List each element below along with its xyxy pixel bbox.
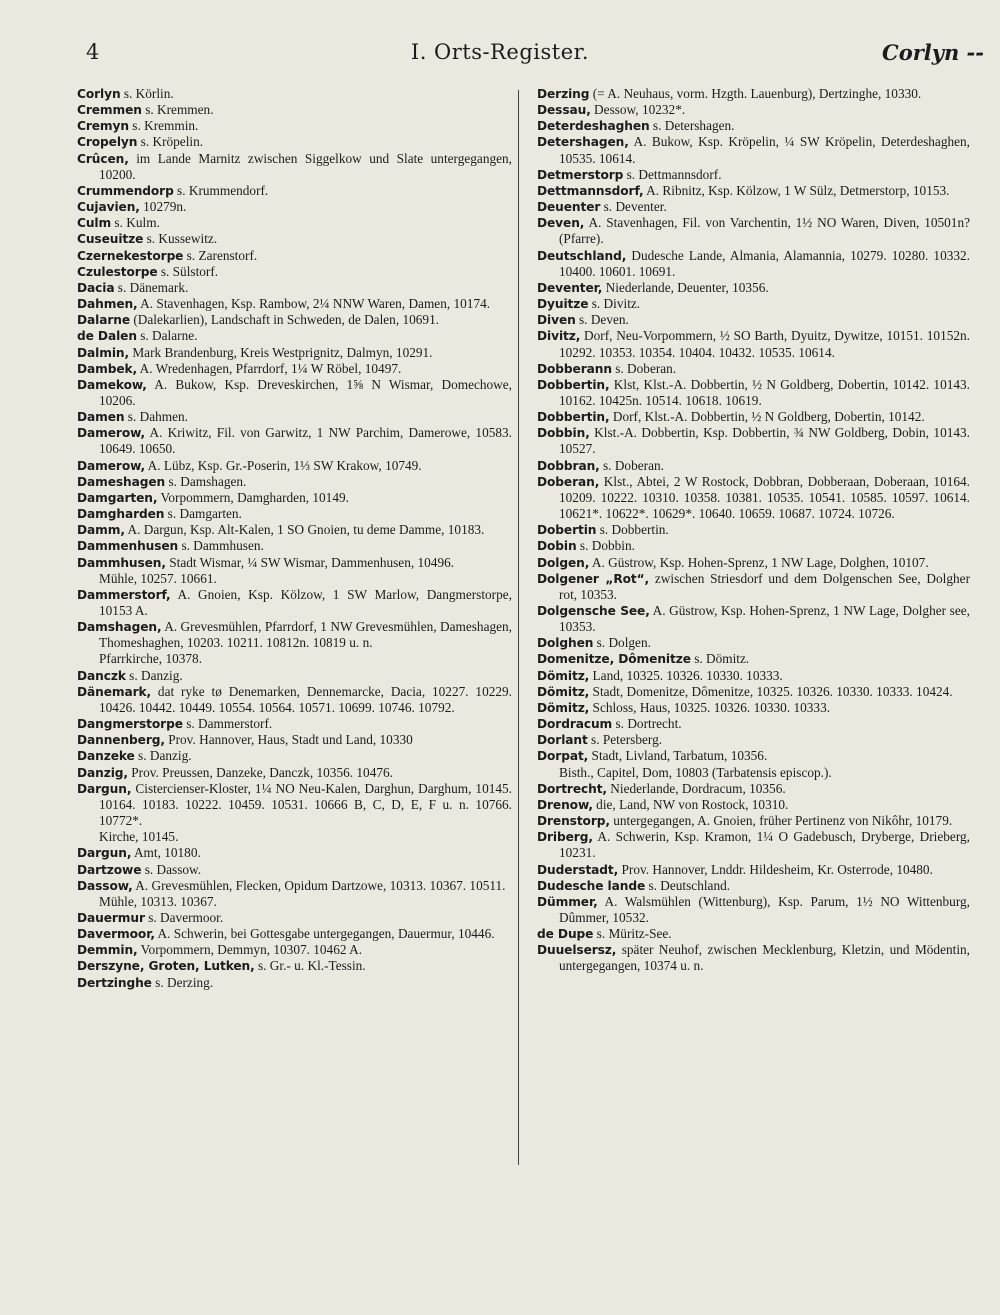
register-entry (77, 183, 512, 199)
entry-headword: Damerow, (77, 458, 145, 473)
register-entry (537, 700, 970, 716)
register-entry (537, 571, 970, 603)
register-entry (77, 312, 512, 328)
entry-text: s. Dammerstorf. (182, 716, 273, 732)
entry-headword: Culm (77, 216, 112, 231)
entry-headword: Danczk (77, 668, 126, 683)
register-entry (537, 781, 970, 797)
entry-text: s. Dammhusen. (178, 538, 264, 554)
entry-headword: Dolghen (537, 636, 594, 651)
entry-headword: Dobberann (537, 361, 612, 376)
register-entry (77, 748, 512, 764)
register-entry (537, 684, 970, 700)
register-entry (77, 716, 512, 732)
entry-text: s. Zarenstorf. (183, 247, 258, 263)
register-entry (77, 361, 512, 377)
entry-text: A. Lübz, Ksp. Gr.-Poserin, 1⅓ SW Krakow, 10749. (145, 457, 422, 473)
entry-headword: Cuseuitze (77, 232, 144, 247)
entry-headword: Dobbran, (537, 458, 600, 473)
entry-headword: Damshagen, (77, 620, 162, 635)
entry-headword: Dammhusen, (77, 555, 166, 570)
register-entry (537, 86, 970, 102)
entry-text: später Neuhof, zwischen Mecklenburg, Kletzin, und Mödentin, untergegangen, 10374 u. n. (559, 942, 970, 974)
entry-headword: Damgarten, (77, 490, 158, 505)
register-entry (77, 264, 512, 280)
register-entry (537, 296, 970, 312)
register-entry (77, 522, 512, 538)
entry-text: s. Kremmen. (141, 102, 214, 118)
entry-headword: Derszyne, Groten, Lutken, (77, 959, 255, 974)
entry-text: s. Gr.- u. Kl.-Tessin. (254, 958, 366, 974)
entry-headword: Deuenter (537, 200, 601, 215)
entry-text: s. Dortrecht. (612, 716, 682, 732)
entry-headword: Detmerstorp (537, 167, 624, 182)
entry-headword: Damm, (77, 523, 125, 538)
register-entry (77, 151, 512, 183)
entry-text: Kirche, 10145. (99, 829, 179, 845)
entry-text: Klst, Klst.-A. Dobbertin, ½ N Goldberg, Dobertin, 10142. 10143. 10162. 10425n. 10514. 10618. 10619. (559, 376, 970, 408)
entry-headword: Duuelsersz, (537, 943, 617, 958)
register-entry (77, 587, 512, 619)
entry-text: Land, 10325. 10326. 10330. 10333. (589, 667, 783, 683)
register-entry (537, 118, 970, 134)
entry-headword: Crûcen, (77, 151, 129, 166)
entry-headword: Dahmen, (77, 297, 138, 312)
entry-headword: Danzig, (77, 765, 128, 780)
entry-text: s. Kröpelin. (137, 134, 204, 150)
entry-text: s. Kremmin. (128, 118, 199, 134)
entry-text: Pfarrkirche, 10378. (99, 651, 203, 667)
entry-text: s. Deven. (575, 312, 629, 328)
entry-text: Schloss, Haus, 10325. 10326. 10330. 10333. (589, 699, 831, 715)
entry-headword: Dauermur (77, 910, 145, 925)
register-entry (77, 538, 512, 554)
entry-headword: Dassow, (77, 878, 133, 893)
register-entry (77, 781, 512, 829)
entry-headword: Dudesche lande (537, 878, 646, 893)
entry-headword: Dobbertin, (537, 410, 610, 425)
entry-headword: Dambek, (77, 361, 138, 376)
register-entry (77, 829, 512, 845)
entry-headword: Davermoor, (77, 927, 155, 942)
entry-headword: Dameshagen (77, 474, 166, 489)
entry-headword: Dangmerstorpe (77, 717, 183, 732)
register-entry (537, 829, 970, 861)
entry-headword: Divitz, (537, 329, 581, 344)
register-entry (537, 102, 970, 118)
register-entry (77, 555, 512, 571)
register-entry (537, 474, 970, 522)
entry-headword: Dümmer, (537, 894, 598, 909)
register-entry (537, 538, 970, 554)
page-header (0, 40, 1000, 74)
page-title: I. Orts-Register. (410, 40, 590, 64)
entry-text: s. Doberan. (611, 360, 677, 376)
entry-headword: Dyuitze (537, 297, 589, 312)
register-entry (537, 651, 970, 667)
entry-headword: Dettmannsdorf, (537, 183, 644, 198)
entry-text: s. Dassow. (141, 861, 202, 877)
register-entry (77, 942, 512, 958)
entry-headword: Dobertin (537, 523, 597, 538)
register-entry (537, 425, 970, 457)
entry-text: Dorf, Klst.-A. Dobbertin, ½ N Goldberg, Dobertin, 10142. (609, 409, 925, 425)
entry-headword: Damen (77, 410, 125, 425)
register-entry (77, 458, 512, 474)
entry-headword: Duderstadt, (537, 862, 619, 877)
entry-text: A. Bukow, Ksp. Kröpelin, ¼ SW Kröpelin, Deterdeshaghen, 10535. 10614. (559, 134, 970, 166)
register-entry (537, 328, 970, 360)
entry-headword: Derzing (537, 87, 590, 101)
register-entry (77, 732, 512, 748)
entry-headword: Deutschland, (537, 248, 627, 263)
register-entry (537, 894, 970, 926)
register-entry (77, 409, 512, 425)
entry-text: Dessow, 10232*. (590, 102, 686, 118)
register-entry (77, 199, 512, 215)
entry-text: s. Kussewitz. (143, 231, 218, 247)
entry-headword: Deventer, (537, 280, 603, 295)
entry-headword: Danzeke (77, 749, 135, 764)
entry-headword: Damgharden (77, 507, 165, 522)
register-entry (77, 958, 512, 974)
entry-text: Stadt, Livland, Tarbatum, 10356. (588, 748, 768, 764)
register-entry (77, 926, 512, 942)
register-entry (537, 377, 970, 409)
register-entry (77, 975, 512, 991)
right-column (537, 86, 970, 975)
register-entry (537, 215, 970, 247)
entry-headword: Dolgener „Rot“, (537, 571, 650, 586)
entry-text: s. Danzig. (134, 748, 192, 764)
entry-headword: Cropelyn (77, 135, 138, 150)
entry-text: Dudesche Lande, Almania, Alamannia, 10279. 10280. 10332. 10400. 10601. 10691. (559, 247, 970, 279)
entry-headword: Dänemark, (77, 684, 152, 699)
entry-headword: Dorpat, (537, 749, 589, 764)
entry-headword: Dobbertin, (537, 377, 610, 392)
register-entry (77, 878, 512, 894)
register-entry (77, 651, 512, 667)
entry-headword: Detershagen, (537, 135, 629, 150)
entry-headword: Crummendorp (77, 183, 174, 198)
entry-text: A. Stavenhagen, Fil. von Varchentin, 1½ NO Waren, Diven, 10501n? (Pfarre). (559, 215, 970, 247)
register-entry (537, 878, 970, 894)
entry-text: Niederlande, Deuenter, 10356. (602, 279, 769, 295)
page-number: 4 (86, 40, 100, 64)
entry-headword: Dessau, (537, 103, 591, 118)
entry-headword: Dargun, (77, 781, 132, 796)
entry-text: im Lande Marnitz zwischen Siggelkow und Slate untergegangen, 10200. (99, 150, 512, 182)
entry-headword: Czulestorpe (77, 264, 158, 279)
register-entry (77, 296, 512, 312)
entry-headword: Dannenberg, (77, 733, 165, 748)
register-entry (77, 619, 512, 651)
entry-text: Stadt Wismar, ¼ SW Wismar, Dammenhusen, 10496. (165, 554, 455, 570)
register-entry (77, 86, 512, 102)
entry-text: s. Deventer. (600, 199, 667, 215)
register-entry (77, 248, 512, 264)
register-entry (77, 425, 512, 457)
entry-text: s. Müritz-See. (593, 926, 672, 942)
entry-text: s. Dahmen. (124, 409, 189, 425)
entry-text: s. Kulm. (111, 215, 160, 231)
entry-text: s. Divitz. (588, 296, 641, 312)
entry-text: Cistercienser-Kloster, 1¼ NO Neu-Kalen, Darghun, Darghum, 10145. 10164. 10183. 10222. 10459. 10531. 10666 B, C, D, E, F u. n. 10766. 10772*. (99, 780, 512, 829)
entry-text: (= A. Neuhaus, vorm. Hzgth. Lauenburg), Dertzinghe, 10330. (589, 86, 922, 101)
entry-text: A. Bukow, Ksp. Dreveskirchen, 1⅝ N Wismar, Domechowe, 10206. (99, 376, 512, 408)
register-entry (537, 280, 970, 296)
entry-text: s. Danzig. (125, 667, 183, 683)
entry-text: A. Grevesmühlen, Pfarrdorf, 1 NW Grevesmühlen, Dameshagen, Thomeshaghen, 10203. 10211. 10812n. 10819 u. n. (99, 619, 512, 651)
entry-headword: Dorlant (537, 733, 588, 748)
entry-text: dat ryke tø Denemarken, Dennemarcke, Dacia, 10227. 10229. 10426. 10442. 10449. 10554. 10564. 10571. 10699. 10746. 10792. (99, 683, 512, 715)
entry-text: Bisth., Capitel, Dom, 10803 (Tarbatensis episcop.). (559, 764, 832, 780)
entry-headword: Dertzinghe (77, 975, 152, 990)
register-entry (77, 490, 512, 506)
register-entry (77, 571, 512, 587)
entry-text: A. Kriwitz, Fil. von Garwitz, 1 NW Parchim, Damerowe, 10583. 10649. 10650. (99, 425, 512, 457)
entry-headword: Czernekestorpe (77, 248, 184, 263)
register-entry (537, 603, 970, 635)
register-entry (77, 280, 512, 296)
entry-text: A. Güstrow, Ksp. Hohen-Sprenz, 1 NW Lage, Dolgher see, 10353. (559, 603, 970, 635)
register-entry (77, 231, 512, 247)
register-entry (77, 215, 512, 231)
entry-text: s. Davermoor. (144, 909, 224, 925)
entry-headword: Dargun, (77, 846, 132, 861)
entry-text: s. Damgarten. (164, 506, 242, 522)
entry-text: 10279n. (139, 199, 187, 215)
entry-text: s. Damshagen. (165, 473, 247, 489)
entry-headword: Damekow, (77, 377, 147, 392)
entry-text: Prov. Hannover, Haus, Stadt und Land, 10330 (164, 732, 413, 748)
entry-text: A. Gnoien, Ksp. Kölzow, 1 SW Marlow, Dangmerstorpe, 10153 A. (99, 586, 512, 618)
entry-text: s. Dolgen. (593, 635, 651, 651)
entry-headword: Dömitz, (537, 668, 590, 683)
entry-text: s. Körlin. (120, 86, 174, 101)
register-entry (77, 118, 512, 134)
register-entry (537, 409, 970, 425)
entry-headword: Dobin (537, 539, 577, 554)
register-entry (537, 748, 970, 764)
register-entry (537, 765, 970, 781)
register-entry (537, 555, 970, 571)
entry-text: A. Walsmühlen (Wittenburg), Ksp. Parum, 1½ NO Wittenburg, Dûmmer, 10532. (559, 893, 970, 925)
entry-headword: Dolgensche See, (537, 604, 650, 618)
entry-text: s. Detershagen. (649, 118, 735, 134)
entry-headword: Dammenhusen (77, 539, 179, 554)
column-divider (518, 90, 519, 1165)
register-entry (77, 910, 512, 926)
entry-text: s. Dänemark. (114, 279, 189, 295)
entry-text: zwischen Striesdorf und dem Dolgenschen See, Dolgher rot, 10353. (559, 570, 970, 602)
register-entry (537, 926, 970, 942)
entry-headword: Diven (537, 313, 576, 328)
register-entry (77, 345, 512, 361)
entry-headword: de Dupe (537, 927, 594, 942)
entry-text: untergegangen, A. Gnoien, früher Pertinenz von Nikôhr, 10179. (609, 813, 953, 829)
entry-text: A. Schwerin, Ksp. Kramon, 1¼ O Gadebusch, Dryberge, Drieberg, 10231. (559, 829, 970, 861)
register-entry (537, 635, 970, 651)
entry-text: Prov. Preussen, Danzeke, Danczk, 10356. 10476. (127, 764, 393, 780)
register-entry (77, 134, 512, 150)
entry-text: A. Grevesmühlen, Flecken, Opidum Dartzowe, 10313. 10367. 10511. (132, 877, 506, 893)
entry-text: s. Petersberg. (587, 732, 663, 748)
entry-text: Stadt, Domenitze, Dômenitze, 10325. 10326. 10330. 10333. 10424. (589, 683, 953, 699)
entry-text: A. Schwerin, bei Gottesgabe untergegangen, Dauermur, 10446. (154, 926, 495, 942)
register-entry (537, 458, 970, 474)
register-entry (537, 167, 970, 183)
register-entry (77, 328, 512, 344)
entry-text: Dorf, Neu-Vorpommern, ½ SO Barth, Dyuitz, Dywitze, 10151. 10152n. 10292. 10353. 10354. 10404. 10432. 10535. 10614. (559, 328, 970, 360)
entry-text: A. Güstrow, Ksp. Hohen-Sprenz, 1 NW Lage, Dolghen, 10107. (589, 554, 929, 570)
register-entry (537, 862, 970, 878)
entry-headword: Demmin, (77, 943, 138, 958)
entry-text: A. Ribnitz, Ksp. Kölzow, 1 W Sülz, Detmerstorp, 10153. (643, 182, 950, 198)
entry-text: Mühle, 10257. 10661. (99, 570, 217, 586)
entry-text: Niederlande, Dordracum, 10356. (606, 780, 786, 796)
register-entry (77, 684, 512, 716)
register-entry (537, 199, 970, 215)
register-entry (537, 312, 970, 328)
entry-text: die, Land, NW von Rostock, 10310. (592, 796, 789, 812)
entry-text: s. Dobbertin. (596, 522, 669, 538)
entry-headword: Dalmin, (77, 345, 130, 360)
entry-text: s. Krummendorf. (173, 182, 269, 198)
left-column (77, 86, 512, 991)
entry-headword: Dartzowe (77, 862, 142, 877)
entry-text: Mark Brandenburg, Kreis Westprignitz, Dalmyn, 10291. (129, 344, 433, 360)
register-entry (537, 361, 970, 377)
entry-text: s. Dobbin. (576, 538, 635, 554)
register-entry (537, 134, 970, 166)
register-entry (77, 506, 512, 522)
register-entry (77, 765, 512, 781)
entry-headword: Domenitze, Dômenitze (537, 652, 691, 667)
entry-text: s. Derzing. (151, 974, 214, 990)
entry-headword: Driberg, (537, 830, 593, 845)
entry-headword: Damerow, (77, 426, 145, 441)
entry-text: Amt, 10180. (131, 845, 201, 861)
register-entry (77, 862, 512, 878)
register-entry (537, 716, 970, 732)
register-entry (537, 732, 970, 748)
entry-headword: Dammerstorf, (77, 587, 171, 602)
register-entry (537, 183, 970, 199)
register-entry (77, 474, 512, 490)
entry-text: s. Dettmannsdorf. (623, 166, 722, 182)
entry-text: s. Dalarne. (136, 328, 198, 344)
register-entry (77, 668, 512, 684)
entry-text: Prov. Hannover, Lnddr. Hildesheim, Kr. Osterrode, 10480. (618, 861, 933, 877)
entry-headword: Drenstorp, (537, 814, 610, 829)
register-entry (537, 942, 970, 974)
register-entry (537, 522, 970, 538)
entry-text: A. Dargun, Ksp. Alt-Kalen, 1 SO Gnoien, tu deme Damme, 10183. (124, 522, 485, 538)
register-entry (77, 845, 512, 861)
register-entry (77, 377, 512, 409)
entry-text: s. Deutschland. (645, 877, 731, 893)
entry-text: Vorpommern, Damgharden, 10149. (157, 489, 349, 505)
register-entry (537, 797, 970, 813)
entry-headword: Drenow, (537, 797, 593, 812)
entry-headword: Cujavien, (77, 200, 140, 215)
entry-text: s. Doberan. (599, 457, 664, 473)
entry-headword: Corlyn (77, 87, 121, 101)
entry-headword: Dacia (77, 280, 115, 295)
entry-text: A. Wredenhagen, Pfarrdorf, 1¼ W Röbel, 10497. (137, 360, 402, 376)
entry-headword: Dömitz, (537, 684, 590, 699)
entry-headword: Dordracum (537, 717, 613, 732)
entry-text: s. Dömitz. (690, 651, 750, 667)
entry-text: s. Sülstorf. (157, 263, 219, 279)
entry-headword: Dalarne (77, 313, 130, 328)
running-head: Corlyn -- (882, 40, 984, 65)
entry-headword: Dobbin, (537, 426, 590, 441)
entry-headword: Deterdeshaghen (537, 119, 650, 134)
entry-text: Klst., Abtei, 2 W Rostock, Dobbran, Dobberaan, Doberaan, 10164. 10209. 10222. 10310. 10358. 10381. 10535. 10541. 10585. 10597. 10614. 10621*. 10622*. 10629*. 10640. 10659. 10687. 10724. 10726. (559, 473, 970, 522)
register-entry (77, 894, 512, 910)
entry-headword: Doberan, (537, 474, 600, 489)
register-entry (537, 668, 970, 684)
register-entry (77, 102, 512, 118)
entry-headword: Dortrecht, (537, 781, 607, 796)
entry-text: Mühle, 10313. 10367. (99, 893, 217, 909)
entry-text: A. Stavenhagen, Ksp. Rambow, 2¼ NNW Waren, Damen, 10174. (137, 296, 491, 312)
register-entry (537, 248, 970, 280)
entry-headword: Dömitz, (537, 700, 590, 715)
entry-text: (Dalekarlien), Landschaft in Schweden, de Dalen, 10691. (130, 312, 440, 328)
entry-text: Klst.-A. Dobbertin, Ksp. Dobbertin, ¾ NW Goldberg, Dobin, 10143. 10527. (559, 425, 970, 457)
entry-headword: Dolgen, (537, 555, 590, 570)
entry-headword: Cremmen (77, 103, 142, 118)
entry-headword: Cremyn (77, 119, 129, 134)
register-entry (537, 813, 970, 829)
entry-headword: Deven, (537, 216, 585, 231)
entry-text: Vorpommern, Demmyn, 10307. 10462 A. (137, 942, 363, 958)
entry-headword: de Dalen (77, 329, 137, 344)
